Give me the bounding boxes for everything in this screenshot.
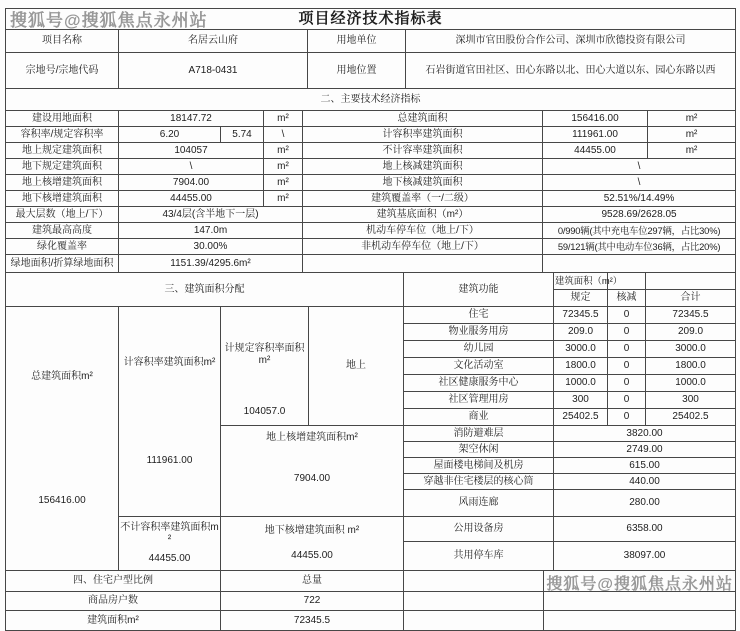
s2-label: 建筑最高高度	[6, 223, 119, 239]
far-area-label: 计容积率建筑面积m²	[123, 356, 216, 368]
s2-value: 59/121辆(其中电动车位36辆，占比20%)	[543, 239, 736, 255]
s4-empty	[404, 571, 544, 592]
s2-value: 156416.00	[543, 111, 648, 127]
s2-unit: m²	[264, 159, 303, 175]
area-header: 建筑面积（m²）	[554, 273, 608, 290]
s2-label: 总建筑面积	[303, 111, 543, 127]
section2-header: 二、主要技术经济指标	[6, 89, 736, 111]
s2-value: 30.00%	[119, 239, 303, 255]
area-deduct: 0	[608, 324, 646, 341]
s4-value: 72345.5	[221, 611, 404, 631]
no-far-cell	[119, 517, 221, 571]
s2-label: 绿化覆盖率	[6, 239, 119, 255]
land-user-value: 深圳市官田股份合作公司、深圳市欣德投资有限公司	[406, 30, 736, 53]
s2-value-empty	[543, 255, 736, 273]
area-deduct: 0	[608, 307, 646, 324]
s2-label: 计容积率建筑面积	[303, 127, 543, 143]
function-name: 社区管理用房	[404, 392, 554, 409]
s2-label: 地上核增建筑面积	[6, 175, 119, 191]
s2-unit: m²	[264, 143, 303, 159]
function-name: 公用设备房	[404, 517, 554, 542]
area-merged-value: 440.00	[554, 474, 736, 490]
below-add-value: 44455.00	[291, 550, 333, 561]
s2-value: 104057	[119, 143, 264, 159]
total-area-label: 总建筑面积m²	[31, 370, 93, 382]
s2-unit: m²	[648, 143, 736, 159]
s2-value: 52.51%/14.49%	[543, 191, 736, 207]
sub-header-total: 合计	[646, 290, 736, 307]
above-add-cell	[221, 426, 404, 517]
sub-header-deduct: 核减	[608, 290, 646, 307]
area-merged-value: 615.00	[554, 458, 736, 474]
area-total: 209.0	[646, 324, 736, 341]
s2-value: 5.74	[221, 127, 264, 143]
s2-label-empty	[303, 255, 543, 273]
s2-label: 地下核减建筑面积	[303, 175, 543, 191]
parcel-code-label: 宗地号/宗地代码	[6, 53, 119, 89]
no-far-value: 44455.00	[148, 553, 191, 564]
area-header-spacer	[646, 273, 736, 290]
above-ground-cell: 地上	[309, 307, 404, 426]
location-label: 用地位置	[308, 53, 406, 89]
s2-label: 建筑覆盖率（一/二级）	[303, 191, 543, 207]
area-guiding: 25402.5	[554, 409, 608, 426]
function-name: 屋面楼电梯间及机房	[404, 458, 554, 474]
s2-value: 7904.00	[119, 175, 264, 191]
s2-value: 43/4层(含半地下一层)	[119, 207, 303, 223]
above-add-label: 地上核增建筑面积m²	[266, 432, 358, 443]
s4-empty	[544, 571, 736, 592]
s4-value: 722	[221, 592, 404, 611]
housing-ratio-table	[5, 570, 736, 631]
s4-empty	[544, 592, 736, 611]
regulated-far-value: 104057.0	[243, 406, 286, 417]
area-deduct: 0	[608, 409, 646, 426]
s2-value: 9528.69/2628.05	[543, 207, 736, 223]
s2-unit: m²	[264, 175, 303, 191]
sub-header-guiding: 规定	[554, 290, 608, 307]
s2-label: 不计容率建筑面积	[303, 143, 543, 159]
s2-value: 44455.00	[119, 191, 264, 207]
s2-value: 44455.00	[543, 143, 648, 159]
s2-unit: m²	[648, 111, 736, 127]
area-total: 72345.5	[646, 307, 736, 324]
area-deduct: 0	[608, 341, 646, 358]
s2-value: 18147.72	[119, 111, 264, 127]
area-guiding: 300	[554, 392, 608, 409]
area-merged-value: 38097.00	[554, 542, 736, 571]
function-name: 架空休闲	[404, 442, 554, 458]
total-area-value: 156416.00	[38, 494, 86, 506]
area-guiding: 1000.0	[554, 375, 608, 392]
function-name: 消防避难层	[404, 426, 554, 442]
section4-header: 四、住宅户型比例	[6, 571, 221, 592]
far-area-cell	[119, 307, 221, 517]
regulated-far-cell	[221, 307, 309, 426]
s2-value: \	[543, 175, 736, 191]
project-name-label: 项目名称	[6, 30, 119, 53]
function-name: 幼儿园	[404, 341, 554, 358]
tech-indicators-table	[5, 88, 736, 273]
s4-empty	[404, 611, 544, 631]
s2-value: 111961.00	[543, 127, 648, 143]
s2-value: \	[119, 159, 264, 175]
s2-label: 机动车停车位（地上/下）	[303, 223, 543, 239]
function-name: 物业服务用房	[404, 324, 554, 341]
area-total: 1800.0	[646, 358, 736, 375]
area-deduct: 0	[608, 375, 646, 392]
project-name-value: 名居云山府	[119, 30, 308, 53]
s2-label: 地下核增建筑面积	[6, 191, 119, 207]
page-title: 项目经济技术指标表	[6, 9, 736, 30]
area-allocation-table	[5, 272, 736, 571]
area-guiding: 209.0	[554, 324, 608, 341]
area-total: 3000.0	[646, 341, 736, 358]
s2-value: 0/990辆(其中充电车位297辆，占比30%)	[543, 223, 736, 239]
area-merged-value: 3820.00	[554, 426, 736, 442]
area-total: 1000.0	[646, 375, 736, 392]
land-user-label: 用地单位	[308, 30, 406, 53]
s2-unit: m²	[264, 191, 303, 207]
far-area-value: 111961.00	[146, 454, 193, 466]
area-deduct: 0	[608, 358, 646, 375]
s4-empty	[404, 592, 544, 611]
s2-label: 绿地面积/折算绿地面积	[6, 255, 119, 273]
watermark-top: 搜狐号@搜狐焦点永州站	[10, 11, 208, 30]
s2-label: 建筑基底面积（m²）	[303, 207, 543, 223]
parcel-code-value: A718-0431	[119, 53, 308, 89]
location-value: 石岩街道官田社区、田心东路以北、田心大道以东、园心东路以西	[406, 53, 736, 89]
s2-value: 1151.39/4295.6m²	[119, 255, 303, 273]
no-far-label: 不计容积率建筑面积m²	[120, 522, 219, 545]
area-merged-value: 2749.00	[554, 442, 736, 458]
s2-label: 建设用地面积	[6, 111, 119, 127]
s2-value: 6.20	[119, 127, 221, 143]
s2-unit: \	[264, 127, 303, 143]
indicator-table-sheet	[5, 8, 735, 631]
s4-label: 商品房户数	[6, 592, 221, 611]
s4-value: 总量	[221, 571, 404, 592]
s4-label: 建筑面积m²	[6, 611, 221, 631]
area-guiding: 72345.5	[554, 307, 608, 324]
s2-label: 地上规定建筑面积	[6, 143, 119, 159]
s2-label: 非机动车停车位（地上/下）	[303, 239, 543, 255]
total-area-cell	[6, 307, 119, 571]
s2-label: 容积率/规定容积率	[6, 127, 119, 143]
function-name: 共用停车库	[404, 542, 554, 571]
function-name: 社区健康服务中心	[404, 375, 554, 392]
s2-value: \	[543, 159, 736, 175]
below-add-cell	[221, 517, 404, 571]
s2-label: 最大层数（地上/下）	[6, 207, 119, 223]
function-header: 建筑功能	[404, 273, 554, 307]
watermark-bottom: 搜狐号@搜狐焦点永州站	[546, 576, 733, 593]
function-name: 穿越非住宅楼层的核心筒	[404, 474, 554, 490]
area-guiding: 1800.0	[554, 358, 608, 375]
section3-header: 三、建筑面积分配	[6, 273, 404, 307]
s4-empty	[544, 611, 736, 631]
area-guiding: 3000.0	[554, 341, 608, 358]
s2-unit: m²	[264, 111, 303, 127]
s2-label: 地下规定建筑面积	[6, 159, 119, 175]
function-name: 住宅	[404, 307, 554, 324]
function-name: 文化活动室	[404, 358, 554, 375]
area-deduct: 0	[608, 392, 646, 409]
above-add-value: 7904.00	[293, 472, 331, 484]
s2-unit: m²	[648, 127, 736, 143]
header-info-table	[5, 8, 736, 89]
area-total: 25402.5	[646, 409, 736, 426]
s2-label: 地上核减建筑面积	[303, 159, 543, 175]
area-total: 300	[646, 392, 736, 409]
below-add-label: 地下核增建筑面积 m²	[264, 525, 360, 536]
regulated-far-label: 计规定容积率面积 m²	[224, 343, 305, 366]
function-name: 风雨连廊	[404, 490, 554, 517]
function-name: 商业	[404, 409, 554, 426]
area-merged-value: 280.00	[554, 490, 736, 517]
area-merged-value: 6358.00	[554, 517, 736, 542]
s2-value: 147.0m	[119, 223, 303, 239]
